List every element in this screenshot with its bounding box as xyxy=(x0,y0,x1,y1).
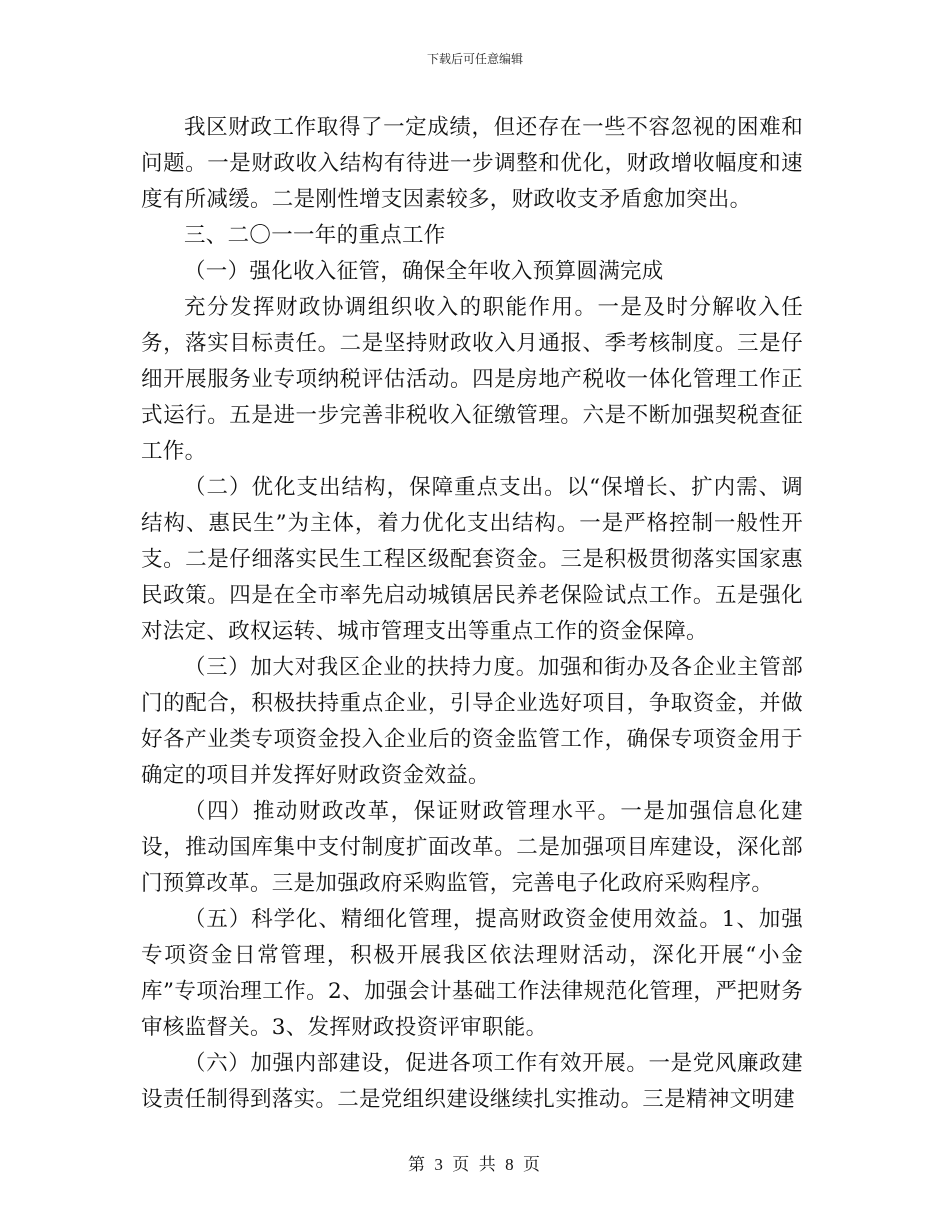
subheading-revenue: （一）强化收入征管，确保全年收入预算圆满完成 xyxy=(184,259,664,284)
paragraph-fiscal-reform: （四）推动财政改革，保证财政管理水平。一是加强信息化建设，推动国库集中支付制度扩面改革。二是加强项目库建设，深化部门预算改革。三是加强政府采购监管，完善电子化政府采购程序。 xyxy=(141,799,803,896)
footer-prefix: 第 xyxy=(407,1155,427,1175)
paragraph-expenditure: （二）优化支出结构，保障重点支出。以“保增长、扩内需、调结构、惠民生”为主体，着力优化支出结构。一是严格控制一般性开支。二是仔细落实民生工程区级配套资金。三是积极贯彻落实国家惠民政策。四是在全市率先启动城镇居民养老保险试点工作。五是强化对法定、政权运转、城市管理支出等重点工作的资金保障。 xyxy=(141,475,803,644)
document-body xyxy=(141,110,803,1118)
paragraph-enterprise-support: （三）加大对我区企业的扶持力度。加强和街办及各企业主管部门的配合，积极扶持重点企业，引导企业选好项目，争取资金，并做好各产业类专项资金投入企业后的资金监管工作，确保专项资金用于确定的项目并发挥好财政资金效益。 xyxy=(141,655,803,788)
page-header: 下载后可任意编辑 xyxy=(426,52,523,66)
footer-middle: 页 共 xyxy=(452,1155,498,1175)
footer-suffix: 页 xyxy=(523,1155,543,1175)
paragraph-difficulties: 我区财政工作取得了一定成绩，但还存在一些不容忽视的困难和问题。一是财政收入结构有待进一步调整和优化，财政增收幅度和速度有所减缓。二是刚性增支因素较多，财政收支矛盾愈加突出。 xyxy=(141,115,803,212)
paragraph-refined-management: （五）科学化、精细化管理，提高财政资金使用效益。1、加强专项资金日常管理，积极开展我区依法理财活动，深化开展“小金库”专项治理工作。2、加强会计基础工作法律规范化管理，严把财务审核监督关。3、发挥财政投资评审职能。 xyxy=(141,907,803,1040)
paragraph-internal-building: （六）加强内部建设，促进各项工作有效开展。一是党风廉政建设责任制得到落实。二是党组织建设继续扎实推动。三是精神文明建 xyxy=(141,1051,803,1112)
total-pages-number: 8 xyxy=(505,1155,516,1174)
current-page-number: 3 xyxy=(434,1155,445,1174)
paragraph-revenue: 充分发挥财政协调组织收入的职能作用。一是及时分解收入任务，落实目标责任。二是坚持财政收入月通报、季考核制度。三是仔细开展服务业专项纳税评估活动。四是房地产税收一体化管理工作正式运行。五是进一步完善非税收入征缴管理。六是不断加强契税查征工作。 xyxy=(141,295,803,464)
page-footer xyxy=(0,1154,950,1176)
section-heading-key-work: 三、二〇一一年的重点工作 xyxy=(184,223,446,248)
